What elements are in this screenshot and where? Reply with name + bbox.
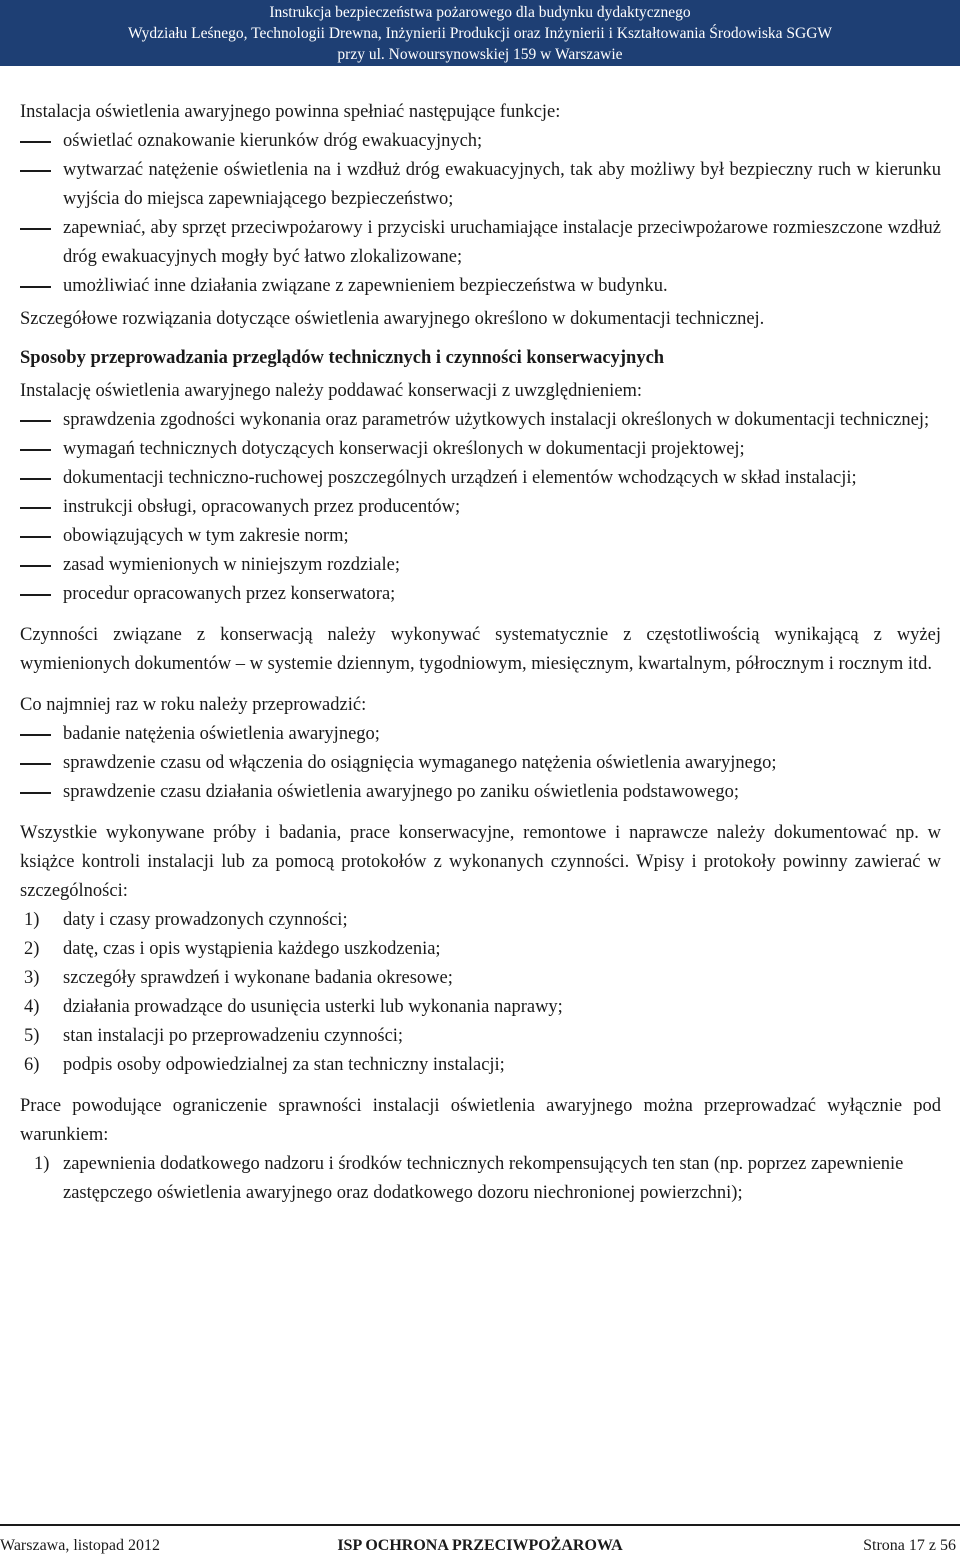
item-text: datę, czas i opis wystąpienia każdego uszkodzenia; <box>63 939 441 959</box>
footer-date: Warszawa, listopad 2012 <box>0 1537 160 1554</box>
list-item <box>20 964 941 993</box>
records-list <box>20 906 941 1080</box>
limits-intro: Prace powodujące ograniczenie sprawności instalacji oświetlenia awaryjnego można przeprowadzać wyłącznie pod warunkiem: <box>20 1096 941 1145</box>
page-number: Strona 17 z 56 <box>863 1537 956 1554</box>
yearly-list <box>20 720 941 807</box>
header-faculty: Wydziału Leśnego, Technologii Drewna, Inżynierii Produkcji oraz Inżynierii i Kształtowania Środowiska SGGW <box>127 25 833 42</box>
maintenance-intro: Instalację oświetlenia awaryjnego należy poddawać konserwacji z uwzględnieniem: <box>20 381 643 401</box>
item-text: stan instalacji po przeprowadzeniu czynności; <box>63 1026 404 1046</box>
document-header <box>0 0 960 66</box>
yearly-intro: Co najmniej raz w roku należy przeprowadzić: <box>20 695 367 715</box>
limits-list <box>20 1150 941 1208</box>
list-item <box>20 1051 941 1080</box>
item-number: 1) <box>24 910 40 930</box>
item-number: 1) <box>34 1154 50 1174</box>
footer-divider <box>0 1524 960 1526</box>
maintenance-list <box>20 406 941 609</box>
item-number: 3) <box>24 968 40 988</box>
list-item: wytwarzać natężenie oświetlenia na i wzdłuż dróg ewakuacyjnych, tak aby możliwy był bezpieczny ruch w kierunku wyjścia do miejsca zapewniającego bezpieczeństwo; <box>20 156 941 214</box>
section-heading: Sposoby przeprowadzania przeglądów technicznych i czynności konserwacyjnych <box>20 348 665 368</box>
list-item: instrukcji obsługi, opracowanych przez producentów; <box>20 493 941 522</box>
item-number: 5) <box>24 1026 40 1046</box>
item-number: 6) <box>24 1055 40 1075</box>
item-text: szczegóły sprawdzeń i wykonane badania okresowe; <box>63 968 453 988</box>
functions-intro: Instalacja oświetlenia awaryjnego powinna spełniać następujące funkcje: <box>20 102 561 122</box>
list-item: zapewniać, aby sprzęt przeciwpożarowy i przyciski uruchamiające instalacje przeciwpożarowe rozmieszczone wzdłuż dróg ewakuacyjnych mogły być łatwo zlokalizowane; <box>20 214 941 272</box>
list-item <box>20 1022 941 1051</box>
list-item: sprawdzenie czasu od włączenia do osiągnięcia wymaganego natężenia oświetlenia awaryjnego; <box>20 749 941 778</box>
footer-title: ISP OCHRONA PRZECIWPOŻAROWA <box>337 1537 623 1554</box>
item-text: daty i czasy prowadzonych czynności; <box>63 910 348 930</box>
list-item: sprawdzenia zgodności wykonania oraz parametrów użytkowych instalacji określonych w dokumentacji technicznej; <box>20 406 941 435</box>
list-item <box>20 993 941 1022</box>
list-item: wymagań technicznych dotyczących konserwacji określonych w dokumentacji projektowej; <box>20 435 941 464</box>
item-text: podpis osoby odpowiedzialnej za stan techniczny instalacji; <box>63 1055 505 1075</box>
item-text: działania prowadzące do usunięcia usterki lub wykonania naprawy; <box>63 997 563 1017</box>
list-item: obowiązujących w tym zakresie norm; <box>20 522 941 551</box>
maintenance-schedule: Czynności związane z konserwacją należy wykonywać systematycznie z częstotliwością wynikającą z wyżej wymienionych dokumentów – w systemie dziennym, tygodniowym, miesięcznym, kwartalnym, półrocznym i rocznym itd. <box>20 625 941 674</box>
item-number: 4) <box>24 997 40 1017</box>
list-item <box>20 906 941 935</box>
item-text: zapewnienia dodatkowego nadzoru i środków technicznych rekompensujących ten stan (np. poprzez zapewnienie zastępczego oświetlenia awaryjnego oraz dodatkowego dozoru niechronionej powierzchni); <box>63 1154 904 1203</box>
list-item: zasad wymienionych w niniejszym rozdziale; <box>20 551 941 580</box>
list-item: procedur opracowanych przez konserwatora; <box>20 580 941 609</box>
header-address: przy ul. Nowoursynowskiej 159 w Warszawie <box>337 46 623 63</box>
records-intro: Wszystkie wykonywane próby i badania, prace konserwacyjne, remontowe i naprawcze należy dokumentować np. w książce kontroli instalacji lub za pomocą protokołów z wykonanych czynności. Wpisy i protokoły powinny zawierać w szczególności: <box>20 823 941 901</box>
list-item: dokumentacji techniczno-ruchowej poszczególnych urządzeń i elementów wchodzących w skład instalacji; <box>20 464 941 493</box>
document-footer <box>0 1534 960 1558</box>
header-title: Instrukcja bezpieczeństwa pożarowego dla budynku dydaktycznego <box>269 4 691 21</box>
functions-list <box>20 127 941 301</box>
technical-note: Szczegółowe rozwiązania dotyczące oświetlenia awaryjnego określono w dokumentacji technicznej. <box>20 309 765 329</box>
list-item: sprawdzenie czasu działania oświetlenia awaryjnego po zaniku oświetlenia podstawowego; <box>20 778 941 807</box>
list-item: badanie natężenia oświetlenia awaryjnego; <box>20 720 941 749</box>
item-number: 2) <box>24 939 40 959</box>
list-item <box>20 1150 941 1208</box>
list-item: umożliwiać inne działania związane z zapewnieniem bezpieczeństwa w budynku. <box>20 272 941 301</box>
list-item <box>20 935 941 964</box>
document-body <box>20 98 941 1208</box>
list-item: oświetlać oznakowanie kierunków dróg ewakuacyjnych; <box>20 127 941 156</box>
